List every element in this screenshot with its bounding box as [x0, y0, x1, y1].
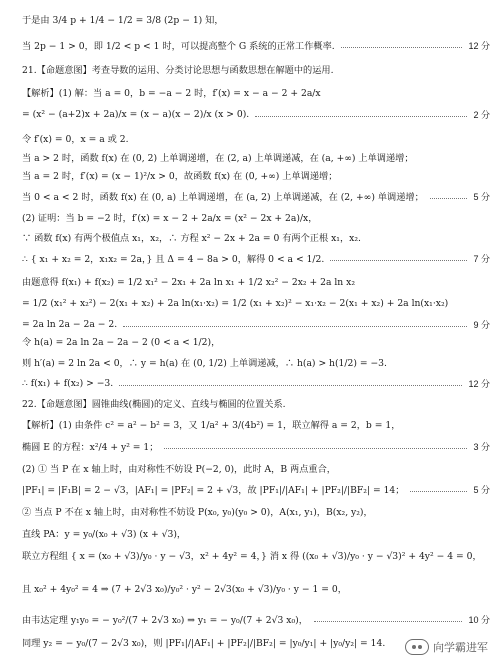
- solution-line: [0, 8, 500, 30]
- solution-line: [0, 413, 500, 435]
- solution-line: [0, 58, 500, 80]
- line-text: 【解析】(1) 解：当 a = 0，b = −a − 2 时，f′(x) = x − a − 2 + 2a/x: [22, 88, 321, 99]
- dotted-leader: [123, 326, 467, 327]
- line-text: ∴ { x₁ + x₂ = 2，x₁x₂ = 2a，} 且 Δ = 4 − 8a > 0，解得 0 < a < 1/2.: [22, 254, 325, 265]
- score-mark: 3 分: [473, 441, 490, 452]
- dotted-leader: [410, 491, 467, 492]
- line-text: 直线 PA：y = y₀/(x₀ + √3) (x + √3)，: [22, 529, 187, 540]
- line-text: 联立方程组 { x = (x₀ + √3)/y₀ · y − √3，x² + 4y² = 4，} 消 x 得 ((x₀ + √3)/y₀ · y − √3)² + 4y² − 4 = 0，: [22, 551, 482, 562]
- line-text: 【解析】(1) 由条件 c² = a² − b² = 3，又 1/a² + 3/(4b²) = 1，联立解得 a = 2，b = 1，: [22, 420, 401, 431]
- line-text: ② 当点 P 不在 x 轴上时，由对称性不妨设 P(x₀, y₀)(y₀ > 0)，A(x₁, y₁)，B(x₂, y₂)，: [22, 507, 373, 518]
- score-mark: 5 分: [473, 484, 490, 495]
- dotted-leader: [314, 621, 463, 622]
- solution-line: [0, 247, 500, 269]
- solution-line: [0, 392, 500, 414]
- score-mark: 2 分: [473, 109, 490, 120]
- line-text: (2) ① 当 P 在 x 轴上时，由对称性不妨设 P(−2, 0)，此时 A，B 两点重合，: [22, 464, 336, 475]
- dotted-leader: [430, 198, 468, 199]
- dotted-leader: [341, 47, 463, 48]
- solution-line: [0, 478, 500, 500]
- dotted-leader: [330, 260, 467, 261]
- solution-line: [0, 206, 500, 228]
- line-text: ∴ f(x₁) + f(x₂) > −3.: [22, 377, 114, 389]
- line-text: = (x² − (a+2)x + 2a)/x = (x − a)(x − 2)/x (x > 0).: [22, 108, 250, 120]
- line-text: 于是由 3/4 p + 1/4 − 1/2 = 3/8 (2p − 1) 知，: [22, 15, 224, 26]
- line-text: 椭圆 E 的方程：x²/4 + y² = 1；: [22, 442, 159, 453]
- solution-line: [0, 34, 500, 56]
- line-text: 由题意得 f(x₁) + f(x₂) = 1/2 x₁² − 2x₁ + 2a ln x₁ + 1/2 x₂² − 2x₂ + 2a ln x₂: [22, 277, 356, 288]
- solution-line: [0, 435, 500, 457]
- score-mark: 7 分: [473, 253, 490, 264]
- solution-line: [0, 544, 500, 566]
- line-text: 21.【命题意图】考查导数的运用、分类讨论思想与函数思想在解题中的运用.: [22, 65, 334, 76]
- watermark: [405, 639, 488, 655]
- solution-line: [0, 608, 500, 630]
- solution-line: [0, 351, 500, 373]
- score-mark: 12 分: [468, 378, 490, 389]
- score-mark: 12 分: [468, 40, 490, 51]
- dotted-leader: [255, 116, 467, 117]
- line-text: 同理 y₂ = − y₀/(7 − 2√3 x₀)，则 |PF₁|/|AF₁| + |PF₂|/|BF₂| = |y₀/y₁| + |y₀/y₂| = 14.: [22, 638, 386, 649]
- solution-line: [0, 577, 500, 599]
- solution-line: [0, 522, 500, 544]
- line-text: (2) 证明：当 b = −2 时，f′(x) = x − 2 + 2a/x = (x² − 2x + 2a)/x，: [22, 213, 318, 224]
- line-text: = 2a ln 2a − 2a − 2.: [22, 318, 118, 330]
- score-mark: 10 分: [468, 614, 490, 625]
- score-mark: 9 分: [473, 319, 490, 330]
- line-text: 则 h′(a) = 2 ln 2a < 0，∴ y = h(a) 在 (0, 1/2) 上单调递减，∴ h(a) > h(1/2) = −3.: [22, 358, 387, 369]
- dotted-leader: [164, 448, 467, 449]
- solution-line: [0, 226, 500, 248]
- line-text: ∵ 函数 f(x) 有两个极值点 x₁，x₂，∴ 方程 x² − 2x + 2a = 0 有两个正根 x₁，x₂.: [22, 233, 361, 244]
- line-text: 当 a = 2 时，f′(x) = (x − 1)²/x > 0，故函数 f(x) 在 (0, +∞) 上单调递增；: [22, 171, 338, 182]
- solution-line: [0, 185, 500, 207]
- solution-line: [0, 81, 500, 103]
- solution-line: [0, 103, 500, 125]
- solution-line: [0, 330, 500, 352]
- line-text: 当 0 < a < 2 时，函数 f(x) 在 (0, a) 上单调递增，在 (a, 2) 上单调递减，在 (2, +∞) 单调递增；: [22, 192, 424, 203]
- wechat-logo-icon: [405, 639, 429, 655]
- solution-line: [0, 500, 500, 522]
- dotted-leader: [119, 385, 462, 386]
- line-text: 令 h(a) = 2a ln 2a − 2a − 2 (0 < a < 1/2)，: [22, 337, 221, 348]
- solution-line: [0, 457, 500, 479]
- line-text: |PF₁| = |F₁B| = 2 − √3，|AF₁| = |PF₂| = 2 + √3，故 |PF₁|/|AF₁| + |PF₂|/|BF₂| = 14；: [22, 485, 405, 496]
- line-text: 令 f′(x) = 0，x = a 或 2.: [22, 134, 129, 145]
- line-text: 当 2p − 1 > 0，即 1/2 < p < 1 时，可以提高整个 G 系统的正常工作概率.: [22, 41, 335, 52]
- solution-line: [0, 270, 500, 292]
- line-text: 且 x₀² + 4y₀² = 4 ⇒ (7 + 2√3 x₀)/y₀² · y² − 2√3(x₀ + √3)/y₀ · y − 1 = 0，: [22, 584, 347, 595]
- solution-line: [0, 164, 500, 186]
- score-mark: 5 分: [473, 191, 490, 202]
- watermark-text: 向学霸进军: [433, 641, 488, 654]
- line-text: 当 a > 2 时，函数 f(x) 在 (0, 2) 上单调递增，在 (2, a) 上单调递减，在 (a, +∞) 上单调递增；: [22, 153, 414, 164]
- line-text: 由韦达定理 y₁y₀ = − y₀²/(7 + 2√3 x₀) ⇒ y₁ = − y₀/(7 + 2√3 x₀)，: [22, 615, 308, 626]
- solution-line: [0, 292, 500, 314]
- line-text: = 1/2 (x₁² + x₂²) − 2(x₁ + x₂) + 2a ln(x₁·x₂) = 1/2 (x₁ + x₂)² − x₁·x₂ − 2(x₁ + x₂) + 2a ln(x₁·x₂): [22, 297, 449, 309]
- solution-line: [0, 372, 500, 394]
- line-text: 22.【命题意图】圆锥曲线(椭圆)的定义、直线与椭圆的位置关系.: [22, 399, 286, 410]
